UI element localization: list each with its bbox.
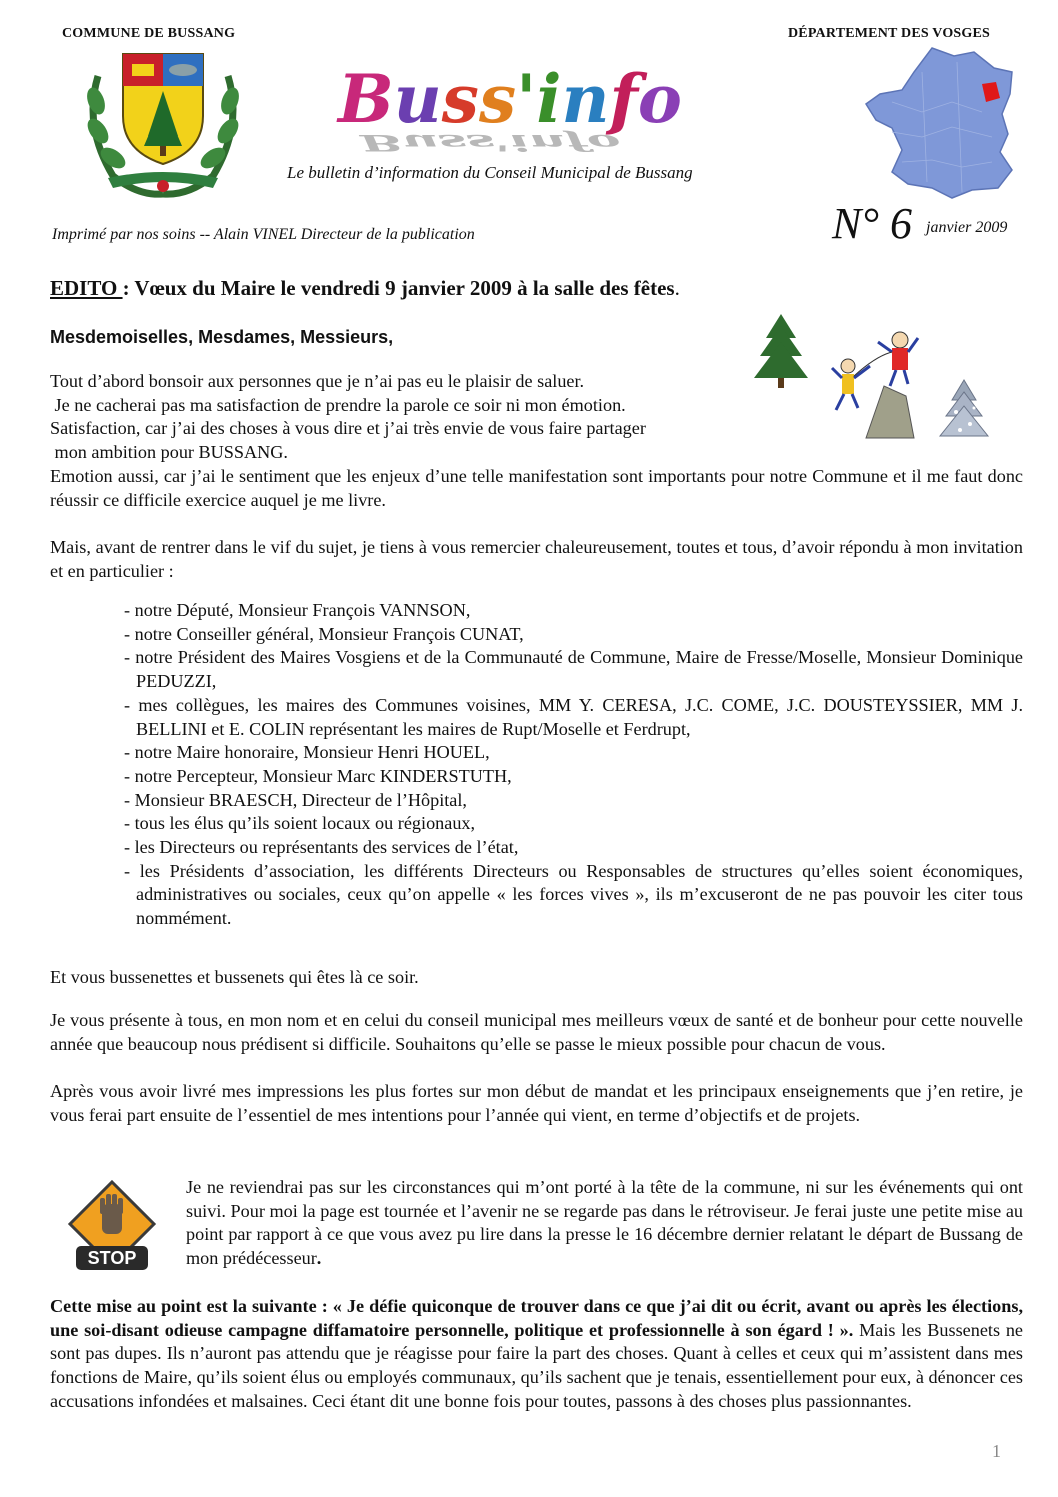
final-rest: Mais les Bussenets ne sont pas dupes. Ils n’auront pas attendu que je réagisse pour faire la part des choses. Quant à celles et ceux qui m’assistent dans mes fonctions de Maire, qu’ils soient élus ou employés communaux, qu’ils sachent que je tenais, essentiellement pour eux, à dénoncer ces accusations infondées et malsaines. Ceci étant dit une bonne fois pour toutes, passons à des choses plus passionnantes. — [50, 1319, 1023, 1411]
intro-line: Satisfaction, car j’ai des choses à vous dire et j’ai très envie de vous faire partager — [50, 418, 646, 439]
issue-number: N° 6 — [832, 199, 912, 248]
edito-period: . — [674, 276, 680, 300]
departement-label: DÉPARTEMENT DES VOSGES — [788, 26, 991, 41]
issue-date: janvier 2009 — [926, 219, 1008, 236]
list-item: - les Directeurs ou représentants des services de l’état, — [124, 837, 519, 858]
list-item: - tous les élus qu’ils soient locaux ou régionaux, — [124, 813, 476, 834]
stop-paragraph — [186, 1176, 1023, 1271]
intro-line: Tout d’abord bonsoir aux personnes que je n’ai pas eu le plaisir de saluer. — [50, 371, 585, 391]
stop-paragraph-end: . — [316, 1248, 322, 1269]
climbers-icon — [826, 326, 924, 440]
stop-paragraph-text: Je ne reviendrai pas sur les circonstances qui m’ont porté à la tête de la commune, ni sur les événements qui ont suivi. Pour moi la page est tournée et l’avenir ne se regarde pas dans le rétroviseur. Je ferai juste une petite mise au point par rapport à ce que vous avez pu lire dans la presse le 16 décembre dernier relatant le départ de Bussang de mon prédécesseur — [186, 1177, 1023, 1269]
greeting: Mesdemoiselles, Mesdames, Messieurs, — [50, 327, 394, 347]
intro-line: mon ambition pour BUSSANG. — [50, 442, 288, 463]
svg-text:Buss'info: Buss'info — [338, 60, 682, 138]
stop-label: STOP — [87, 1248, 137, 1268]
france-map-icon — [862, 42, 1030, 202]
final-statement: Cette mise au point est la suivante : « Je défie quiconque de trouver dans ce que j’ai dit ou écrit, avant ou après les élections, une soi-disant odieuse campagne diffamatoire personnelle, politique et professionnelle à son égard ! ». — [50, 1296, 1023, 1340]
list-item: - notre Percepteur, Monsieur Marc KINDERSTUTH, — [124, 765, 512, 786]
wishes-paragraph: Je vous présente à tous, en mon nom et en celui du conseil municipal mes meilleurs vœux de santé et de bonheur pour cette nouvelle année que beaucoup nous prédisent si difficile. Souhaitons qu’elle se passe le mieux possible pour chacun de vous. — [50, 1010, 1023, 1054]
coat-of-arms-icon — [78, 46, 248, 201]
bulletin-subtitle: Le bulletin d’information du Conseil Municipal de Bussang — [287, 163, 693, 182]
stop-hand-icon — [66, 1178, 158, 1278]
publication-credit: Imprimé par nos soins -- Alain VINEL Directeur de la publication — [52, 226, 475, 243]
guest-list — [124, 599, 1023, 931]
closing-line: Et vous bussenettes et bussenets qui êtes là ce soir. — [50, 967, 419, 987]
page-number: 1 — [992, 1441, 1001, 1461]
edito-heading — [50, 276, 680, 301]
list-item: - les Présidents d’association, les différents Directeurs ou Responsables de structures qu’elles soient économiques, administratives ou sociales, ceux qu’on appelle « les forces vives », ils m’excuseront de ne pas pouvoir les citer tous nommément. — [124, 860, 1023, 929]
intro-lines — [50, 370, 770, 465]
bussinfo-logo — [320, 44, 790, 154]
intro-paragraph: Emotion aussi, car j’ai le sentiment que les enjeux d’une telle manifestation sont importants pour notre Commune et il me faut donc réussir ce difficile exercice auquel je me livre. — [50, 466, 1023, 510]
thanks-paragraph: Mais, avant de rentrer dans le vif du sujet, je tiens à vous remercier chaleureusement, toutes et tous, d’avoir répondu à mon invitation et en particulier : — [50, 537, 1023, 581]
intro-line: Je ne cacherai pas ma satisfaction de prendre la parole ce soir ni mon émotion. — [50, 394, 626, 415]
list-item: - notre Président des Maires Vosgiens et de la Communauté de Commune, Maire de Fresse/Moselle, Monsieur Dominique PEDUZZI, — [124, 647, 1023, 692]
list-item: - notre Député, Monsieur François VANNSON, — [124, 600, 471, 620]
commune-label: COMMUNE DE BUSSANG — [62, 26, 236, 41]
list-item: - notre Conseiller général, Monsieur François CUNAT, — [124, 623, 524, 644]
edito-label: EDITO — [50, 276, 123, 300]
svg-text:Buss'info: Buss'info — [360, 129, 621, 154]
plans-paragraph: Après vous avoir livré mes impressions les plus fortes sur mon début de mandat et les principaux enseignements que j’en retire, je vous ferai part ensuite de l’essentiel de mes intentions pour l’année qui vient, en terme d’objectifs et de projets. — [50, 1081, 1023, 1125]
list-item: - notre Maire honoraire, Monsieur Henri HOUEL, — [124, 742, 490, 763]
list-item: - mes collègues, les maires des Communes voisines, MM Y. CERESA, J.C. COME, J.C. DOUSTEYSSIER, MM J. BELLINI et E. COLIN représentant les maires de Rupt/Moselle et Ferdrupt, — [124, 694, 1023, 739]
edito-title: : Vœux du Maire le vendredi 9 janvier 2009 à la salle des fêtes — [122, 276, 675, 300]
snowy-tree-icon — [938, 378, 990, 442]
list-item: - Monsieur BRAESCH, Directeur de l’Hôpital, — [124, 789, 467, 810]
final-paragraph — [50, 1295, 1023, 1414]
